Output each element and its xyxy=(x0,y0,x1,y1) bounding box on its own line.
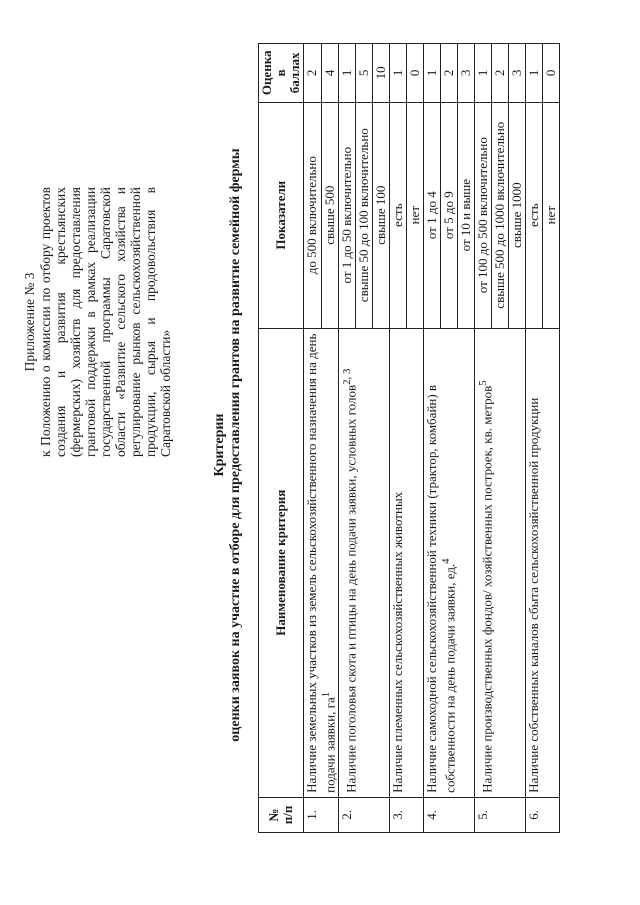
score-cell: 10 xyxy=(373,44,390,103)
score-cell: 1 xyxy=(390,44,407,103)
criterion-name-cell xyxy=(475,328,526,797)
criterion-name-cell xyxy=(424,328,475,797)
table-row xyxy=(304,44,322,833)
indicator-cell: есть xyxy=(526,102,543,328)
indicator-cell: свыше 100 xyxy=(373,102,390,328)
indicator-cell: нет xyxy=(543,102,560,328)
footnote-mark: 2, 3 xyxy=(341,368,354,385)
score-cell: 1 xyxy=(424,44,441,103)
header-num: № п/п xyxy=(259,797,304,832)
criteria-table xyxy=(258,43,560,833)
indicator-cell: до 500 включительно xyxy=(304,102,322,328)
document-subtitle: оценки заявок на участие в отборе для предоставления грантов на развитие семейной фермы xyxy=(228,148,243,742)
table-row xyxy=(424,44,441,833)
criterion-number: 3. xyxy=(390,797,424,832)
criterion-name-cell xyxy=(304,328,339,797)
table-header-row xyxy=(259,44,304,833)
criterion-name: Наличие земельных участков из земель сельскохозяйственного назначения на день подачи заявки, га xyxy=(304,333,338,793)
criterion-number: 5. xyxy=(475,797,526,832)
indicator-cell: есть xyxy=(390,102,407,328)
score-cell: 2 xyxy=(441,44,458,103)
table-row xyxy=(526,44,543,833)
footnote-mark: 5 xyxy=(477,380,490,386)
score-cell: 1 xyxy=(526,44,543,103)
header-name: Наименование критерия xyxy=(259,328,304,797)
score-cell: 0 xyxy=(543,44,560,103)
score-cell: 4 xyxy=(321,44,339,103)
indicator-cell: от 1 до 4 xyxy=(424,102,441,328)
score-cell: 1 xyxy=(339,44,356,103)
criterion-name: Наличие племенных сельскохозяйственных животных xyxy=(390,491,406,793)
score-cell: 0 xyxy=(407,44,424,103)
indicator-cell: от 10 и выше xyxy=(458,102,475,328)
criterion-name: Наличие самоходной сельскохозяйственной техники (трактор, комбайн) в собственности на день подачи заявки, ед. xyxy=(424,384,458,793)
table-row xyxy=(475,44,492,833)
score-cell: 2 xyxy=(304,44,322,103)
criterion-number: 2. xyxy=(339,797,390,832)
appendix-block xyxy=(22,187,173,457)
indicator-cell: свыше 500 xyxy=(321,102,339,328)
appendix-text: к Положению о комиссии по отбору проектов создания и развития крестьянских (фермерских) хозяйств для предоставления грантовой поддержки в рамках реализации государственной программы Саратовской области «Развитие сельского хозяйства и регулирование рынков сельскохозяйственной продукции, сырья и продовольствия в Саратовской области» xyxy=(38,187,173,457)
table-body xyxy=(304,44,560,833)
criterion-number: 1. xyxy=(304,797,339,832)
document-title: Критерии xyxy=(212,413,227,477)
table-row xyxy=(390,44,407,833)
criterion-number: 6. xyxy=(526,797,560,832)
indicator-cell: от 1 до 50 включительно xyxy=(339,102,356,328)
table-row xyxy=(339,44,356,833)
indicator-cell: свыше 50 до 100 включительно xyxy=(356,102,373,328)
indicator-cell: свыше 1000 xyxy=(509,102,526,328)
criterion-name: Наличие собственных каналов сбыта сельскохозяйственной продукции xyxy=(526,397,542,793)
header-score: Оценка в баллах xyxy=(259,44,304,103)
score-cell: 3 xyxy=(509,44,526,103)
footnote-mark: 1 xyxy=(320,691,332,698)
criterion-name-cell xyxy=(390,328,424,797)
header-indicators: Показатели xyxy=(259,102,304,328)
criterion-name: Наличие производственных фондов/ хозяйственных построек, кв. метров xyxy=(479,385,495,793)
indicator-cell: свыше 500 до 1000 включительно xyxy=(492,102,509,328)
score-cell: 3 xyxy=(458,44,475,103)
footnote-mark: 4 xyxy=(440,558,453,564)
criterion-number: 4. xyxy=(424,797,475,832)
score-cell: 1 xyxy=(475,44,492,103)
criterion-name-cell xyxy=(339,328,390,797)
indicator-cell: от 5 до 9 xyxy=(441,102,458,328)
score-cell: 2 xyxy=(492,44,509,103)
indicator-cell: нет xyxy=(407,102,424,328)
indicator-cell: от 100 до 500 включительно xyxy=(475,102,492,328)
score-cell: 5 xyxy=(356,44,373,103)
appendix-title: Приложение № 3 xyxy=(22,272,37,372)
criterion-name: Наличие поголовья скота и птицы на день подачи заявки, условных голов xyxy=(343,384,359,793)
criterion-name-cell xyxy=(526,328,560,797)
